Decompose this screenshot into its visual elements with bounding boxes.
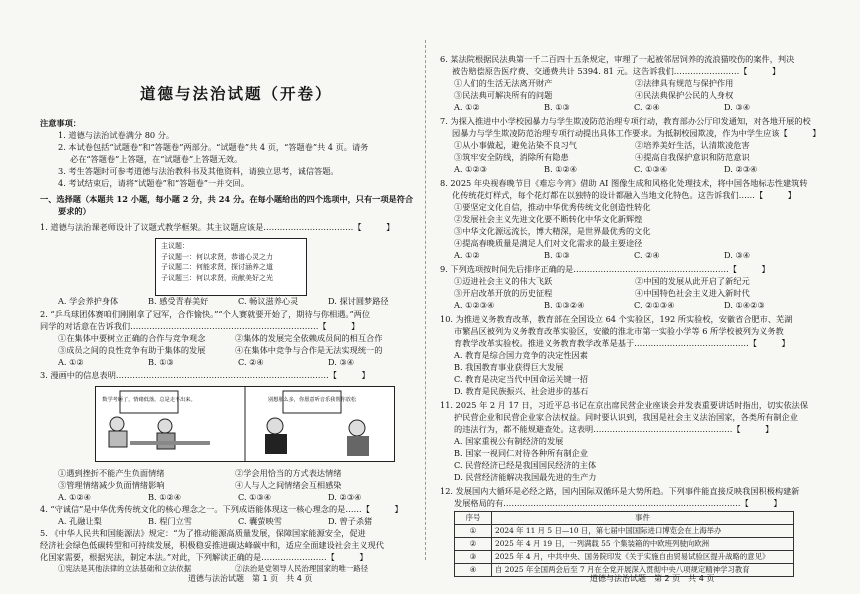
- statement: ②培养美好生活，认清欺凌危害: [635, 140, 750, 150]
- comic-bubble-2: 别想那么多，你愿意听音乐我帮你放松: [267, 397, 357, 403]
- statement: ③中华文化源远流长，博大精深，是世界最优秀的文化: [454, 226, 651, 236]
- note-line: 2. 本试卷包括“试题卷”和“答题卷”两部分。“试题卷”共 4 页，“答题卷”共 4 页。请务: [58, 142, 369, 152]
- statement: ①遇到挫折不能产生负面情绪: [58, 468, 165, 478]
- note-line: 1. 道德与法治试卷满分 80 分。: [58, 130, 175, 140]
- table-cell: ④: [455, 564, 492, 577]
- note-line: 3. 考生答题时可参考道德与法治教科书及其他资料，请独立思考，诚信答题。: [58, 166, 339, 176]
- footer-right: 道德与法治试题 第 2 页 共 4 页: [590, 574, 715, 583]
- question-6-cont: 被告赔偿原告医疗费、交通费共计 5394. 81 元。这告诉我们……………………【 】: [452, 66, 781, 76]
- option-b[interactable]: B. ①②④: [544, 164, 578, 174]
- statement: ①从小事做起，避免沾染不良习气: [454, 140, 577, 150]
- table-cell: ②: [455, 538, 492, 551]
- option-a[interactable]: A. ①②: [454, 250, 480, 260]
- question-3: 3. 漫画中的信息表明……………………………………………………………………【 】: [40, 370, 370, 380]
- left-page: [40, 0, 412, 594]
- statement: ④中国特色社会主义进入新时代: [635, 288, 750, 298]
- table-row: [455, 551, 794, 564]
- statement: ①宪法是其他法律的立法基础和立法依据: [58, 564, 192, 573]
- statement: ①要坚定文化自信，推动中华优秀传统文化创造性转化: [454, 202, 651, 212]
- question-2-cont: 同学的对话意在告诉我们……………………………………………………………【 】: [40, 321, 360, 331]
- option-d[interactable]: D. ②③④: [328, 492, 362, 502]
- question-11: 11. 2025 年 2 月 17 日，习近平总书记在京出席民营企业座谈会并发表重要讲话时指出，切实依法保: [440, 400, 809, 410]
- question-8-cont: 化传统花灯样式，每个花灯都在以独特的设计都融入当地文化特色。这告诉我们……【 】: [452, 190, 796, 200]
- footer-left: 道德与法治试题 第 1 页 共 4 页: [188, 574, 313, 583]
- question-10-cont: 市繁昌区被列为义务教育改革实验区，安徽的淮北市第一实验小学等 6 所学校被列为义务教: [454, 326, 784, 336]
- statement: ①人们的生活无法离开财产: [454, 78, 553, 88]
- option-b[interactable]: B. 程门立雪: [148, 516, 192, 526]
- question-9: 9. 下列选项按时间先后排序正确的是…………………………………………………【 】: [440, 264, 770, 274]
- question-5-cont: 化国家需要，根据宪法，制定本法。”对此，下列解读正确的是……………………【 】: [40, 552, 368, 562]
- option-d[interactable]: D. ③④: [724, 102, 751, 112]
- table-row: [455, 525, 794, 538]
- topic-sub: 子议题三：何以求贤，贡献美好之光: [161, 273, 273, 282]
- fold-line: [425, 40, 427, 560]
- question-4: 4. “守诚信”是中华优秀传统文化的核心理念之一。下列成语能体现这一核心理念的是……【 】: [40, 504, 403, 514]
- statement: ④提高春晚质量是满足人们对文化需求的最主要途径: [454, 238, 643, 248]
- statement: ②法治是党领导人民治理国家的唯一路径: [235, 564, 369, 573]
- question-7: 7. 为探入推进中小学校园暴力与学生欺凌防范治理专项行动，教育部办公厅印发通知，对各地开展的校: [440, 116, 811, 126]
- note-line: 必在“答题卷”上答题，在“试题卷”上答题无效。: [70, 154, 243, 164]
- comic-illustration: [95, 386, 395, 462]
- option-d[interactable]: D. 教育是民族振兴、社会进步的基石: [454, 386, 589, 396]
- table-cell: ③: [455, 551, 492, 564]
- events-table: [454, 511, 794, 577]
- option-a[interactable]: A. ①②③④: [454, 300, 495, 310]
- topic-main: 主议题：: [161, 242, 189, 250]
- topic-sub: 子议题一：何以求贤，恭谱心灵之力: [161, 252, 273, 261]
- right-page: [440, 0, 821, 594]
- question-12: 12. 发展国内大循环是必经之路，国内国际双循环是大势所趋。下列事件能直接反映我国积极构建新: [440, 486, 800, 496]
- option-c[interactable]: C. 民营经济已经是我国国民经济的主体: [454, 460, 597, 470]
- statement: ④提高自我保护意识和防范意识: [635, 152, 750, 162]
- question-12-cont: 发展格局的有……………………………………………………………………………【 】: [454, 498, 782, 508]
- statement: ③开启改革开放的历史征程: [454, 288, 553, 298]
- option-c[interactable]: C. ②④: [238, 357, 264, 367]
- table-header-row: [455, 512, 794, 525]
- option-a[interactable]: A. 国家重视公有制经济的发展: [454, 436, 564, 446]
- question-10-cont: 育教学改革实验校。推进义务教育教学改革是基于……………………………………【 】: [454, 338, 790, 348]
- option-c[interactable]: C. ①③④: [238, 492, 272, 502]
- option-a[interactable]: A. 教育是综合国力竞争的决定性因素: [454, 350, 588, 360]
- statement: ②学会用恰当的方式表达情绪: [235, 468, 342, 478]
- statement: ④民法典保护公民的人身权: [635, 90, 734, 100]
- question-8: 8. 2025 年央视春晚节目《难忘今宵》借助 AI 图像生成和风格化处理技术，将中国各地标志性建筑转: [440, 178, 808, 188]
- option-d[interactable]: D. 曾子杀猪: [328, 516, 373, 526]
- statement: ②法律具有规范与保护作用: [635, 78, 734, 88]
- option-b[interactable]: B. ①③②④: [544, 300, 585, 310]
- option-b[interactable]: B. 国家一视同仁对待各种所有制企业: [454, 448, 589, 458]
- option-b[interactable]: B. ①②④: [148, 492, 182, 502]
- option-c[interactable]: C. ①③④: [634, 164, 668, 174]
- option-b[interactable]: B. 我国教育事业获得巨大发展: [454, 362, 564, 372]
- option-b[interactable]: B. ①③: [544, 102, 570, 112]
- option-d[interactable]: D. 民营经济能解决我国最先进的生产力: [454, 472, 597, 482]
- option-d[interactable]: D. ①④②③: [724, 300, 765, 310]
- exam-title: 道德与法治试题（开卷）: [140, 85, 333, 103]
- statement: ①迈进社会主义的伟大飞跃: [454, 276, 553, 286]
- statement: ④人与人之间情绪会互相感染: [235, 480, 342, 490]
- option-a[interactable]: A. 孔融让梨: [58, 516, 102, 526]
- table-cell: 2025 年 4 月 19 日，一列满载 55 个集装箱的中欧班列驶向欧洲: [492, 538, 794, 551]
- option-c[interactable]: C. 畅议滋养心灵: [238, 296, 299, 306]
- question-6: 6. 某法院根据民法典第一千二百四十五条规定，审理了一起被邻居饲养的流浪猫咬伤的案件，判决: [440, 54, 795, 64]
- table-cell: 2025 年 4 月，中共中央、国务院印发《关于实施自由贸易试验区提升战略的意见》: [492, 551, 794, 564]
- option-b[interactable]: B. ①③: [148, 357, 174, 367]
- statement: ①在集体中要树立正确的合作与竞争观念: [58, 333, 206, 343]
- table-cell: ①: [455, 525, 492, 538]
- statement: ③管理情绪减少负面情绪影响: [58, 480, 165, 490]
- option-a[interactable]: A. ①②: [58, 357, 84, 367]
- question-10: 10. 为推进义务教育改革，教育部在全国设立 64 个实验区，192 所实验校，安徽省合肥市、芜湖: [440, 314, 793, 324]
- option-c[interactable]: C. ②①③④: [634, 300, 675, 310]
- topic-sub: 子议题二：何能求贤，探讨涵养之道: [161, 263, 273, 271]
- statement: ②集体的发展完全依赖成员间的相互合作: [235, 333, 383, 343]
- question-11-cont: 的违法行为，都不能规避查处。这表明……………………………………………【 】: [454, 424, 774, 434]
- section-heading-cont: 要求的）: [58, 206, 91, 216]
- option-a[interactable]: A. ①②: [454, 102, 480, 112]
- option-c[interactable]: C. ②④: [634, 102, 660, 112]
- section-heading: 一、选择题（本题共 12 小题，每小题 2 分，共 24 分。在每小题给出的四个选项中，只有一项是符合: [40, 194, 414, 204]
- option-b[interactable]: B. 感受青春美好: [148, 296, 209, 306]
- table-row: [455, 538, 794, 551]
- question-11-cont: 护民营企业和民营企业家合法权益。同时要认识到，我国是社会主义法治国家，各类所有制企业: [454, 412, 798, 422]
- question-2: 2. “乒乓球团体赛咱们刚刚拿了冠军，合作愉快。”“个人赛就要开始了，期待与你相遇。”两位: [40, 309, 371, 319]
- question-7-cont: 园暴力与学生欺凌防范治理专项行动提出具体工作要求。为抵制校园欺凌，作为中学生应该【 】: [452, 128, 821, 138]
- statement: ②中国的发展从此开启了新纪元: [635, 276, 750, 286]
- statement: ④在集体中竞争与合作是无法实现统一的: [235, 345, 383, 355]
- notes-heading: 注意事项：: [40, 118, 81, 128]
- option-c[interactable]: C. ②④: [634, 250, 660, 260]
- option-a[interactable]: A. ①②④: [58, 492, 92, 502]
- option-d[interactable]: D. ③④: [724, 250, 751, 260]
- question-5: 5. 《中华人民共和国能源法》规定：“为了推动能源高质量发展，保障国家能源安全，促进: [40, 528, 366, 538]
- statement: ③成员之间的良性竞争有助于集体的发展: [58, 345, 206, 355]
- statement: ③民法典可解决所有的问题: [454, 90, 553, 100]
- statement: ③筑牢安全防线，消除所有隐患: [454, 152, 569, 162]
- question-1: 1. 道德与法治课老师设计了议题式教学框架。其主议题应该是……………………………【 】: [40, 222, 395, 232]
- option-a[interactable]: A. ①②③: [454, 164, 488, 174]
- option-a[interactable]: A. 学会养护身体: [58, 296, 119, 306]
- option-c[interactable]: C. 囊萤映雪: [238, 516, 282, 526]
- table-cell: 2024 年 11 月 5 日—10 日，第七届中国国际进口博览会在上海举办: [492, 525, 794, 538]
- option-d[interactable]: D. ②③④: [724, 164, 758, 174]
- topic-box: [155, 238, 307, 296]
- option-b[interactable]: B. ①③: [544, 250, 570, 260]
- option-d[interactable]: D. 探讨圆梦路径: [328, 296, 389, 306]
- question-5-cont: 经济社会绿色低碳转型和可持续发展，积极稳妥推进碳达峰碳中和，适应全面建设社会主义现代: [40, 540, 384, 550]
- table-header: 序号: [455, 512, 492, 525]
- note-line: 4. 考试结束后，请将“试题卷”和“答题卷”一并交回。: [58, 178, 249, 188]
- option-d[interactable]: D. ③④: [328, 357, 355, 367]
- statement: ②发展社会主义先进文化要不断转化中华文化新辉煌: [454, 214, 643, 224]
- option-c[interactable]: C. 教育是决定当代中国命运关键一招: [454, 374, 588, 384]
- table-header: 事件: [492, 512, 794, 525]
- table-cell: 自 2025 年全国两会后至 7 月在全党开展深入贯彻中央八项规定精神学习教育: [492, 564, 794, 577]
- comic-bubble-1: 数学考砸了，情绪低落，总是走不出来。: [102, 397, 196, 403]
